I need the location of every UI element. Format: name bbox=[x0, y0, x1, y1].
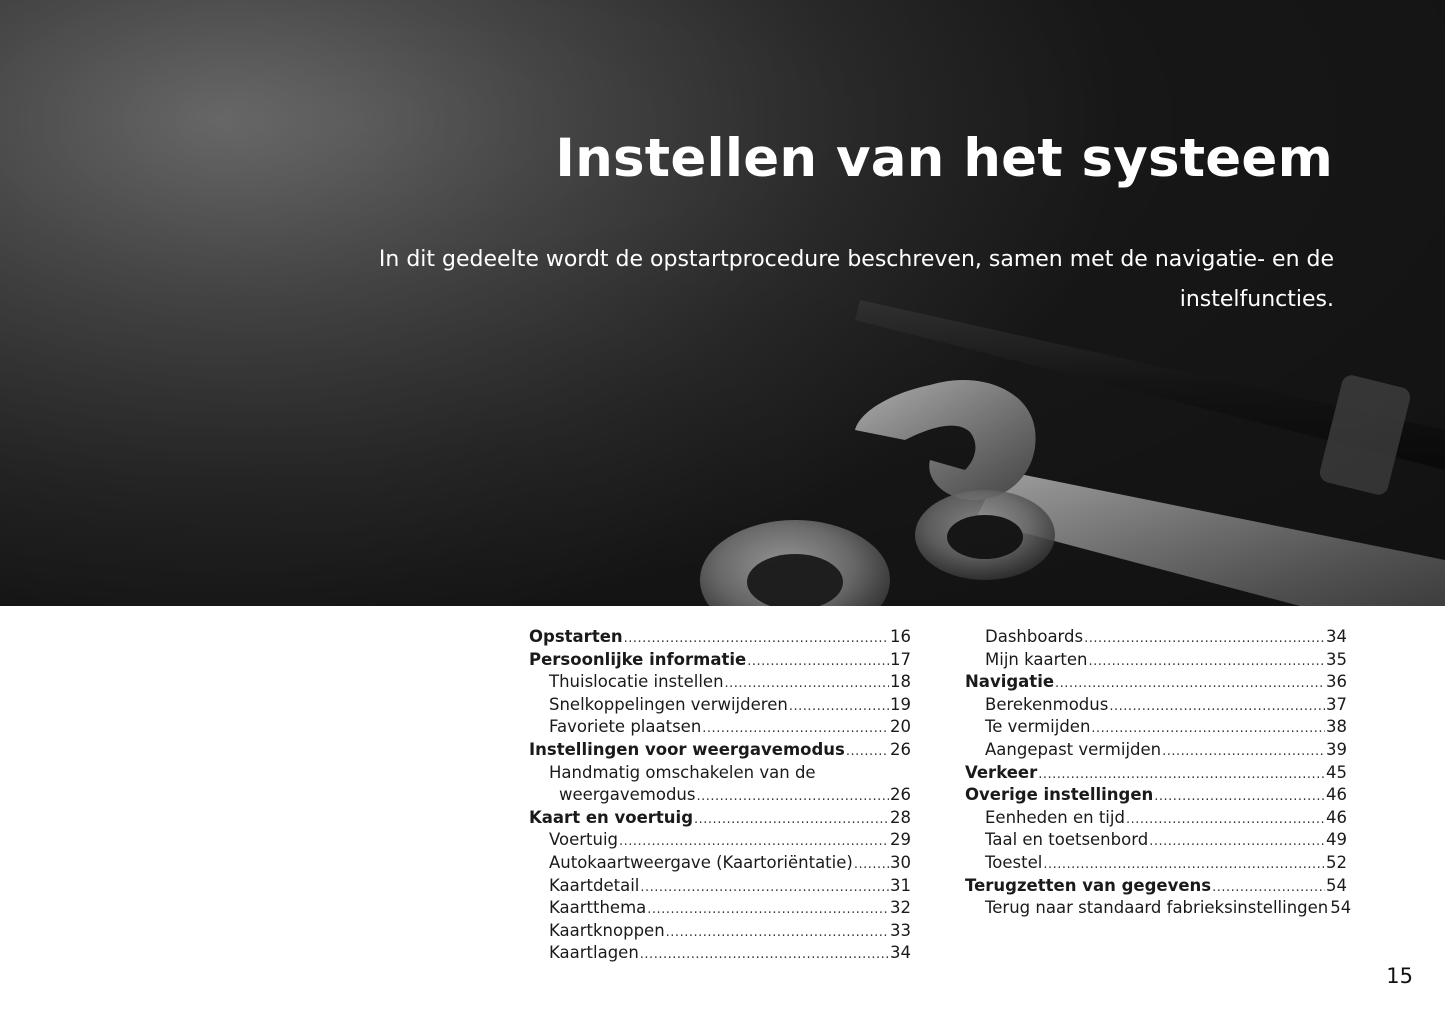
toc-section-entry[interactable] bbox=[529, 739, 911, 762]
toc-entry-title: Kaartthema bbox=[549, 898, 647, 918]
toc-dot-leader bbox=[666, 922, 889, 945]
toc-subsection-entry[interactable] bbox=[965, 626, 1347, 649]
toc-section-entry[interactable] bbox=[965, 671, 1347, 694]
toc-dot-leader bbox=[789, 696, 889, 719]
toc-entry-title: Eenheden en tijd bbox=[985, 807, 1125, 827]
toc-dot-leader bbox=[1091, 718, 1325, 741]
toc-page-number: 49 bbox=[1326, 830, 1347, 850]
toc-entry-title: Toestel bbox=[985, 852, 1043, 872]
toc-entry-title: Navigatie bbox=[965, 672, 1055, 692]
toc-page-number: 38 bbox=[1326, 717, 1347, 737]
toc-subsection-entry[interactable] bbox=[965, 716, 1347, 739]
toc-dot-leader bbox=[725, 673, 889, 696]
toc-page-number: 52 bbox=[1326, 852, 1347, 872]
toc-entry-title: Kaart en voertuig bbox=[529, 807, 694, 827]
page-subtitle: In dit gedeelte wordt de opstartprocedure beschreven, samen met de navigatie- en de instelfuncties. bbox=[378, 247, 1334, 312]
toc-page-number: 54 bbox=[1330, 898, 1352, 918]
toc-dot-leader bbox=[846, 741, 889, 764]
toc-subsection-entry[interactable] bbox=[965, 829, 1347, 852]
toc-subsection-entry[interactable] bbox=[529, 784, 911, 807]
toc-dot-leader bbox=[619, 831, 889, 854]
toc-page-number: 46 bbox=[1326, 807, 1347, 827]
toc-dot-leader bbox=[1088, 651, 1325, 674]
toc-entry-title: Overige instellingen bbox=[965, 785, 1154, 805]
toc-subsection-entry[interactable] bbox=[529, 897, 911, 920]
toc-section-entry[interactable] bbox=[965, 784, 1347, 807]
toc-dot-leader bbox=[624, 628, 889, 651]
toc-page-number: 34 bbox=[1326, 627, 1347, 646]
toc-page-number: 31 bbox=[890, 875, 911, 895]
toc-page-number: 33 bbox=[890, 920, 911, 940]
toc-subsection-entry[interactable] bbox=[529, 716, 911, 739]
toc-dot-leader bbox=[1038, 764, 1325, 787]
toc-subsection-entry[interactable] bbox=[965, 739, 1347, 762]
toc-section-entry[interactable] bbox=[529, 626, 911, 649]
toc-entry-title: Te vermijden bbox=[985, 717, 1091, 737]
page-title: Instellen van het systeem bbox=[555, 128, 1333, 189]
toc-subsection-entry[interactable] bbox=[529, 942, 911, 965]
toc-entry-title: Taal en toetsenbord bbox=[985, 830, 1149, 850]
toc-page-number: 54 bbox=[1326, 875, 1347, 895]
toc-dot-leader bbox=[1154, 786, 1325, 809]
toc-entry-title: Terugzetten van gegevens bbox=[965, 875, 1212, 895]
toc-dot-leader bbox=[640, 944, 889, 967]
toc-page-number: 20 bbox=[890, 717, 911, 737]
toc-entry-title: Aangepast vermijden bbox=[985, 739, 1162, 759]
toc-page-number: 32 bbox=[890, 898, 911, 918]
toc-page-number: 46 bbox=[1326, 785, 1347, 805]
toc-dot-leader bbox=[647, 899, 889, 922]
toc-dot-leader bbox=[1055, 673, 1325, 696]
toc-subsection-entry[interactable] bbox=[529, 694, 911, 717]
toc-page-number: 16 bbox=[890, 627, 911, 646]
toc-entry-title: Verkeer bbox=[965, 762, 1038, 782]
toc-section-entry[interactable] bbox=[965, 762, 1347, 785]
toc-page-number: 26 bbox=[890, 785, 911, 805]
toc-page-number: 37 bbox=[1326, 694, 1347, 714]
toc-section-entry[interactable] bbox=[529, 649, 911, 672]
toc-page-number: 19 bbox=[890, 694, 911, 714]
toc-subsection-entry[interactable] bbox=[529, 920, 911, 943]
toc-page-number: 26 bbox=[890, 739, 911, 759]
toc-subsection-entry[interactable] bbox=[529, 875, 911, 898]
toc-page-number: 35 bbox=[1326, 649, 1347, 669]
toc-entry-title: weergavemodus bbox=[559, 785, 696, 805]
toc-entry-title: Persoonlijke informatie bbox=[529, 649, 747, 669]
toc-subsection-entry[interactable] bbox=[529, 671, 911, 694]
toc-dot-leader bbox=[697, 786, 890, 809]
toc-entry-title: Kaartknoppen bbox=[549, 920, 665, 940]
toc-dot-leader bbox=[747, 651, 889, 674]
toc-subsection-entry[interactable] bbox=[965, 694, 1347, 717]
toc-dot-leader bbox=[1084, 628, 1325, 651]
toc-left-column bbox=[529, 626, 911, 965]
toc-subsection-entry[interactable] bbox=[529, 852, 911, 875]
toc-page-number: 30 bbox=[890, 852, 911, 872]
toc-page-number: 28 bbox=[890, 807, 911, 827]
toc-page-number: 17 bbox=[890, 649, 911, 669]
toc-entry-title: Berekenmodus bbox=[985, 694, 1109, 714]
toc-entry-title: Dashboards bbox=[985, 627, 1084, 646]
toc-entry-title: Mijn kaarten bbox=[985, 649, 1088, 669]
toc-page-number: 34 bbox=[890, 943, 911, 963]
toc-subsection-entry[interactable] bbox=[529, 829, 911, 852]
toc-dot-leader bbox=[640, 877, 889, 900]
toc-dot-leader bbox=[854, 854, 889, 877]
toc-subsection-entry[interactable] bbox=[965, 807, 1347, 830]
toc-dot-leader bbox=[1126, 809, 1325, 832]
toc-entry-title: Terug naar standaard fabrieksinstellingen bbox=[985, 898, 1329, 918]
toc-page-number: 29 bbox=[890, 830, 911, 850]
toc-page-number: 18 bbox=[890, 672, 911, 692]
toc-page-number: 36 bbox=[1326, 672, 1347, 692]
toc-dot-leader bbox=[1162, 741, 1325, 764]
toc-entry-title: Thuislocatie instellen bbox=[549, 672, 724, 692]
toc-page-number: 39 bbox=[1326, 739, 1347, 759]
toc-dot-leader bbox=[1109, 696, 1325, 719]
toc-subsection-entry[interactable] bbox=[965, 897, 1352, 920]
toc-page-number: 45 bbox=[1326, 762, 1347, 782]
toc-entry-title: Kaartlagen bbox=[549, 943, 639, 963]
toc-entry-title: Favoriete plaatsen bbox=[549, 717, 702, 737]
toc-section-entry[interactable] bbox=[529, 807, 911, 830]
toc-section-entry[interactable] bbox=[965, 875, 1347, 898]
toc-subsection-entry[interactable] bbox=[965, 649, 1347, 672]
toc-entry-title: Autokaartweergave (Kaartoriëntatie) bbox=[549, 852, 853, 872]
toc-dot-leader bbox=[1212, 877, 1325, 900]
toc-dot-leader bbox=[1043, 854, 1325, 877]
page-number: 15 bbox=[1386, 964, 1413, 988]
toc-entry-title: Kaartdetail bbox=[549, 875, 640, 895]
toc-entry-title: Snelkoppelingen verwijderen bbox=[549, 694, 788, 714]
toc-subsection-entry[interactable] bbox=[965, 852, 1347, 875]
toc-dot-leader bbox=[694, 809, 889, 832]
toc-entry-title: Opstarten bbox=[529, 627, 623, 646]
toc-entry-title: Voertuig bbox=[549, 830, 619, 850]
toc-entry[interactable]: Handmatig omschakelen van de bbox=[549, 762, 816, 782]
toc-entry-title: Instellingen voor weergavemodus bbox=[529, 739, 845, 759]
toc-dot-leader bbox=[702, 718, 889, 741]
toc-dot-leader bbox=[1149, 831, 1325, 854]
toc-right-column bbox=[965, 626, 1352, 920]
